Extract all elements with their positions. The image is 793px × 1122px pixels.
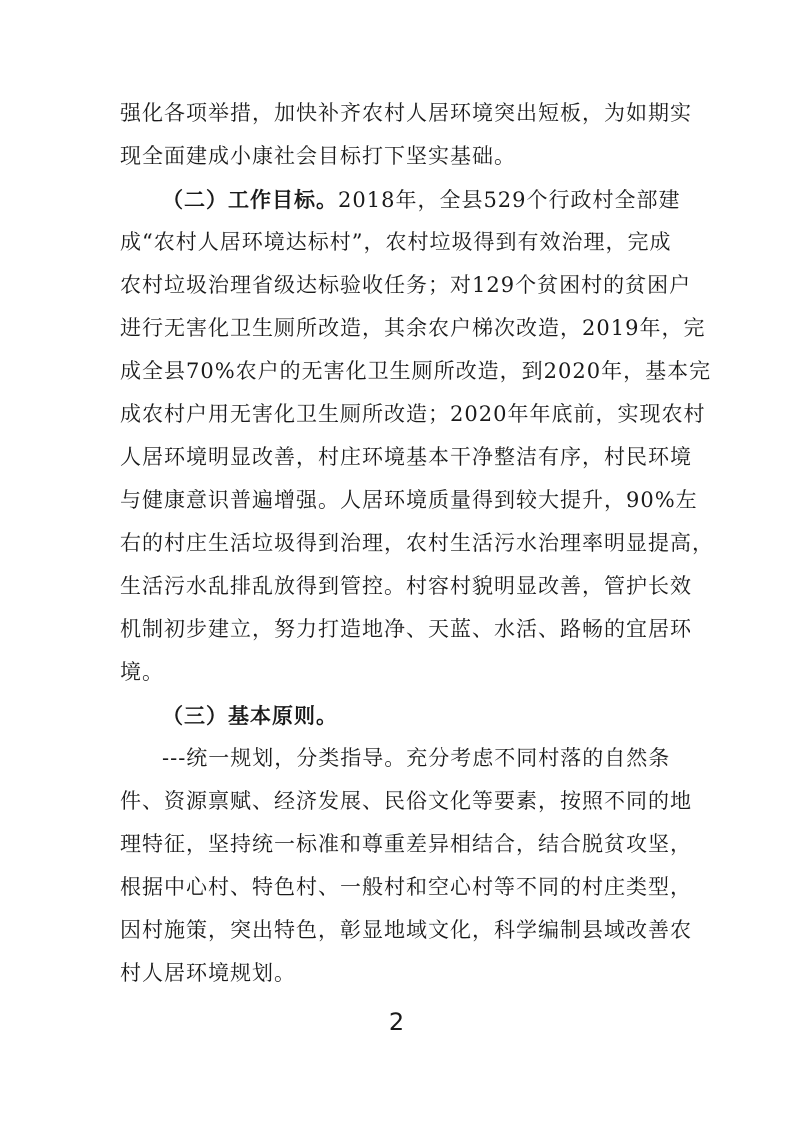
paragraph-line-5: 农村垃圾治理省级达标验收任务；对129个贫困村的贫困户 — [120, 273, 692, 297]
paragraph-line-20: 因村施策，突出特色，彰显地域文化，科学编制县域改善农 — [120, 918, 692, 942]
paragraph-line-13: 机制初步建立，努力打造地净、天蓝、水活、路畅的宜居环 — [120, 617, 692, 641]
page-number: 2 — [388, 1008, 405, 1036]
paragraph-line-11: 右的村庄生活垃圾得到治理，农村生活污水治理率明显提高， — [120, 531, 714, 555]
paragraph-line-14: 境。 — [120, 660, 164, 684]
section-2-first-line: 2018年，全县529个行政村全部建 — [338, 188, 681, 212]
section-2-heading-line — [120, 182, 680, 225]
paragraph-line-17: 件、资源禀赋、经济发展、民俗文化等要素，按照不同的地 — [120, 789, 692, 813]
paragraph-line-7: 成全县70%农户的无害化卫生厕所改造，到2020年，基本完 — [120, 359, 712, 383]
paragraph-line-10: 与健康意识普遍增强。人居环境质量得到较大提升，90%左 — [120, 488, 698, 512]
section-2-heading: （二）工作目标。 — [162, 187, 338, 212]
paragraph-line-18: 理特征，坚持统一标准和尊重差异相结合，结合脱贫攻坚， — [120, 832, 692, 856]
paragraph-line-2: 现全面建成小康社会目标打下坚实基础。 — [120, 144, 516, 168]
paragraph-line-9: 人居环境明显改善，村庄环境基本干净整洁有序，村民环境 — [120, 445, 692, 469]
paragraph-line-6: 进行无害化卫生厕所改造，其余农户梯次改造，2019年，完 — [120, 316, 706, 340]
paragraph-line-1: 强化各项举措，加快补齐农村人居环境突出短板，为如期实 — [120, 101, 692, 125]
section-3-heading: （三）基本原则。 — [162, 703, 338, 728]
paragraph-line-12: 生活污水乱排乱放得到管控。村容村貌明显改善，管护长效 — [120, 574, 692, 598]
paragraph-line-8: 成农村户用无害化卫生厕所改造；2020年年底前，实现农村 — [120, 402, 706, 426]
section-3-heading-line — [120, 698, 680, 741]
paragraph-line-19: 根据中心村、特色村、一般村和空心村等不同的村庄类型， — [120, 875, 692, 899]
paragraph-line-21: 村人居环境规划。 — [120, 961, 296, 985]
document-body — [120, 96, 714, 999]
paragraph-line-16: ---统一规划，分类指导。充分考虑不同村落的自然条 — [162, 746, 671, 770]
paragraph-line-4: 成“农村人居环境达标村”，农村垃圾得到有效治理，完成 — [120, 230, 672, 254]
